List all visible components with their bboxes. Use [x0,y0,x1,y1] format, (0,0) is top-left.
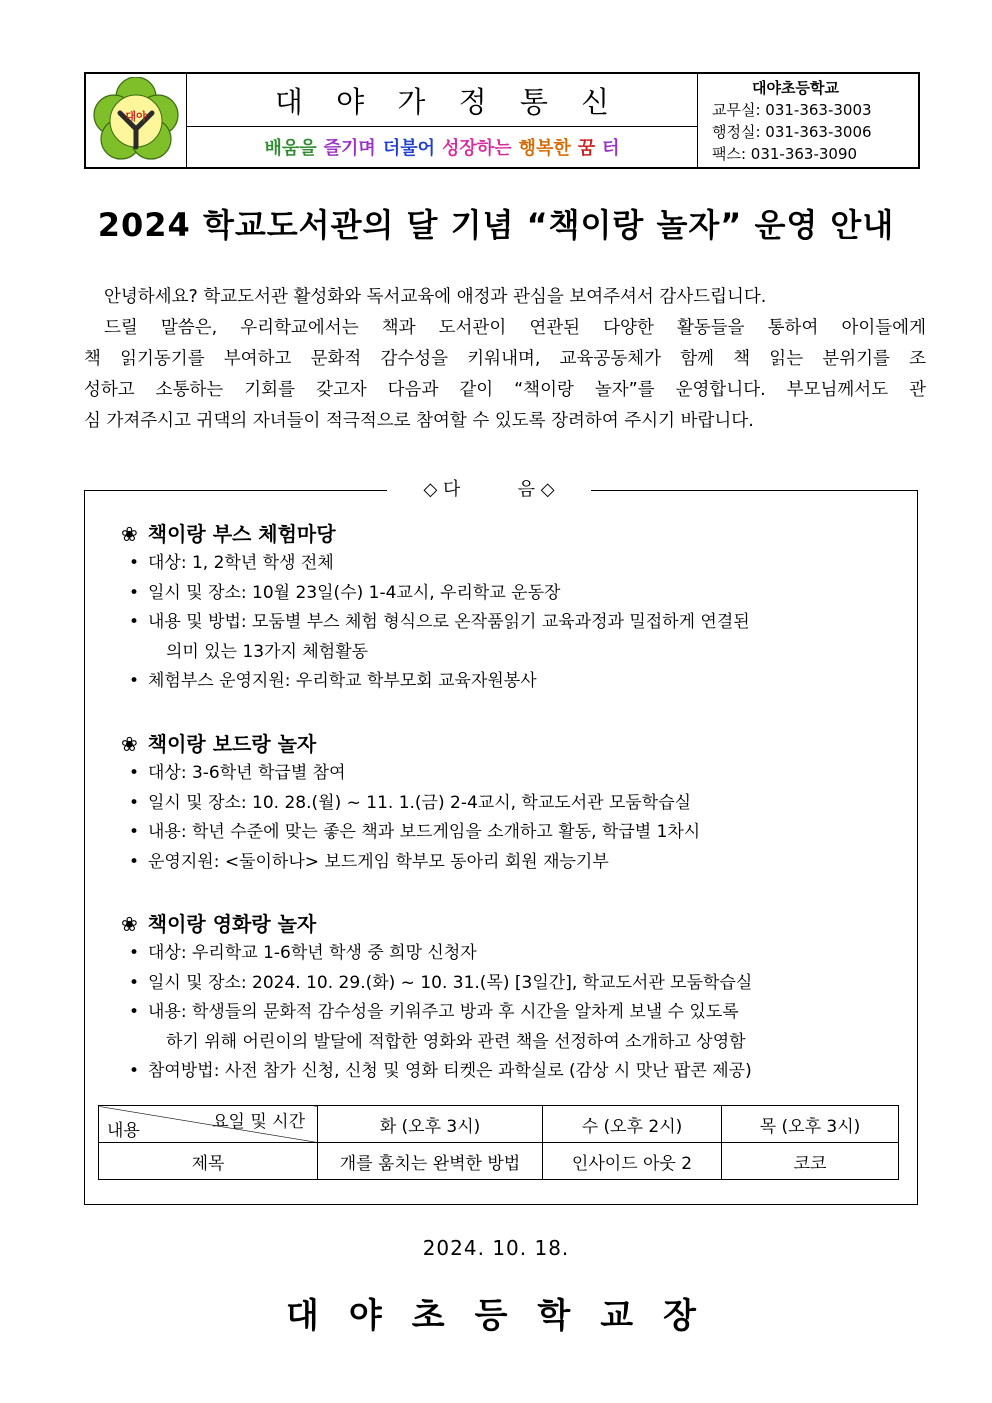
slogan-word: 더불어 [382,138,435,159]
list-item: • 운영지원: <둘이하나> 보드게임 학부모 동아리 회원 재능기부 [129,851,609,872]
notice-box [84,479,918,1205]
column-header: 목 (오후 3시) [722,1106,899,1143]
table-header-row [99,1106,899,1143]
list-item: • 일시 및 장소: 10. 28.(월) ~ 11. 1.(금) 2-4교시, 학교도서관 모둠학습실 [129,792,692,813]
column-header: 화 (오후 3시) [318,1106,543,1143]
page-title: 2024 학교도서관의 달 기념 “책이랑 놀자” 운영 안내 [97,206,895,244]
section-movie [121,909,911,1087]
flower-icon: ❀ [121,912,138,936]
flower-icon: ❀ [121,732,138,756]
table-row [99,1143,899,1180]
movie-schedule-table [98,1105,899,1180]
section-boardgame [121,729,911,877]
school-name: 대야초등학교 [752,78,839,97]
flower-icon: ❀ [121,522,138,546]
list-item-continuation: 의미 있는 13가지 체험활동 [166,641,369,662]
contact-line: 팩스: 031-363-3090 [712,144,858,163]
list-item: • 일시 및 장소: 2024. 10. 29.(화) ~ 10. 31.(목) [3일간], 학교도서관 모둠학습실 [129,972,753,993]
section-title: 책이랑 영화랑 놀자 [147,912,317,936]
intro-paragraph [84,282,926,437]
list-item: • 내용: 학생들의 문화적 감수성을 키워주고 방과 후 시간을 알차게 보낼 수 있도록 [129,1002,739,1022]
section-title: 책이랑 부스 체험마당 [147,522,336,546]
newsletter-title: 대 야 가 정 통 신 [187,74,697,127]
table-cell: 코코 [722,1143,899,1180]
intro-line: 성하고 소통하는 기회를 갖고자 다음과 같이 “책이랑 놀자”를 운영합니다. 부모님께서도 관 [84,380,926,400]
table-cell: 개를 훔치는 완벽한 방법 [318,1143,543,1180]
intro-line: 심 가져주시고 귀댁의 자녀들이 적극적으로 참여할 수 있도록 장려하여 주시기 바랍니다. [84,411,754,431]
corner-bottom-label: 내용 [107,1121,140,1141]
school-contact-info [698,74,918,167]
list-item: • 내용: 학년 수준에 맞는 좋은 책과 보드게임을 소개하고 활동, 학급별 1차시 [129,822,701,842]
intro-line: 드릴 말씀은, 우리학교에서는 책과 도서관이 연관된 다양한 활동들을 통하여 아이들에게 [104,318,926,338]
school-logo [86,74,187,167]
table-corner-cell [99,1106,318,1143]
issue-date: 2024. 10. 18. [422,1236,570,1260]
intro-line: 안녕하세요? 학교도서관 활성화와 독서교육에 애정과 관심을 보여주셔서 감사드립니다. [104,287,767,307]
contact-line: 행정실: 031-363-3006 [712,122,872,141]
section-booth [121,519,911,697]
list-item: • 일시 및 장소: 10월 23일(수) 1-4교시, 우리학교 운동장 [129,582,561,603]
notice-heading: ◇ 다 음 ◇ [387,477,591,503]
school-slogan [187,127,697,167]
school-emblem-icon [90,77,182,165]
slogan-word: 터 [602,138,620,159]
contact-line: 교무실: 031-363-3003 [712,100,872,119]
column-header: 수 (오후 2시) [543,1106,722,1143]
slogan-word: 행복한 [518,138,571,159]
section-title: 책이랑 보드랑 놀자 [147,732,317,756]
newsletter-header [84,72,920,169]
list-item: • 참여방법: 사전 참가 신청, 신청 및 영화 티켓은 과학실로 (감상 시 맛난 팝콘 제공) [129,1061,752,1081]
table-cell: 인사이드 아웃 2 [543,1143,722,1180]
slogan-word: 꿈 [577,138,596,159]
list-item-continuation: 하기 위해 어린이의 발달에 적합한 영화와 관련 책을 선정하여 소개하고 상영함 [166,1031,746,1052]
principal-signature: 대야초등학교장 [286,1296,726,1336]
slogan-word: 배움을 [264,138,317,159]
list-item: • 체험부스 운영지원: 우리학교 학부모회 교육자원봉사 [129,671,537,691]
corner-top-label: 요일 및 시간 [212,1112,305,1132]
slogan-word: 즐기며 [323,138,376,159]
intro-line: 책 읽기동기를 부여하고 문화적 감수성을 키워내며, 교육공동체가 함께 책 읽는 분위기를 조 [84,349,926,369]
list-item: • 대상: 1, 2학년 학생 전체 [129,553,334,573]
slogan-word: 성장하는 [442,138,512,159]
svg-text:대야: 대야 [125,109,147,123]
list-item: • 대상: 우리학교 1-6학년 학생 중 희망 신청자 [129,943,477,963]
row-label: 제목 [99,1143,318,1180]
list-item: • 대상: 3-6학년 학급별 참여 [129,763,346,783]
list-item: • 내용 및 방법: 모둠별 부스 체험 형식으로 온작품읽기 교육과정과 밀접하게 연결된 [129,612,750,632]
